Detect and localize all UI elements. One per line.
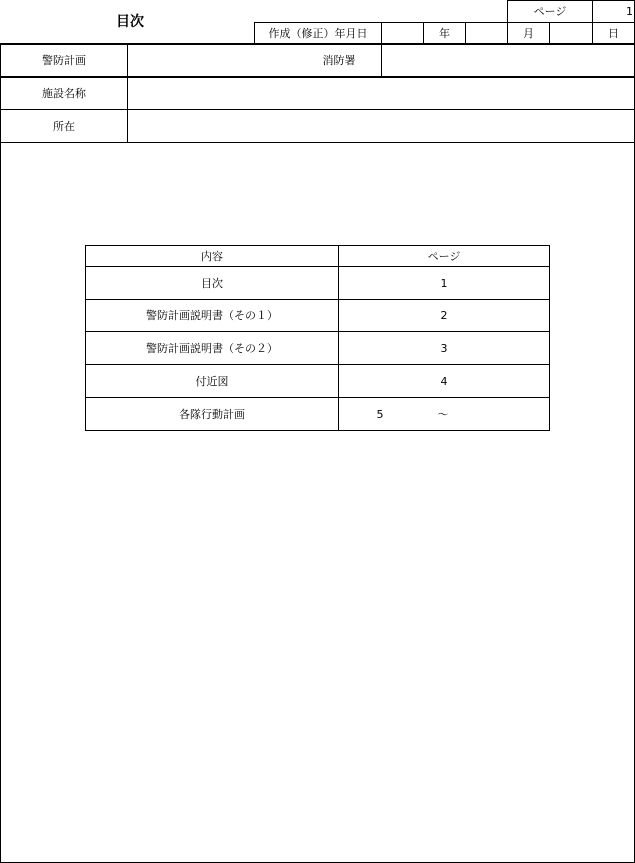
toc-header-content: 内容 <box>201 249 223 263</box>
day-value <box>550 23 592 43</box>
toc-page: 3 <box>440 341 448 355</box>
page-number: 1 <box>626 4 633 18</box>
facility-value <box>128 78 634 109</box>
date-label: 作成（修正）年月日 <box>268 26 368 40</box>
toc-content: 警防計画説明書（その１） <box>146 309 278 322</box>
station-label: 消防署 <box>322 54 356 67</box>
month-value <box>466 23 507 43</box>
toc-header-page: ページ <box>427 249 461 263</box>
toc-page: 5 <box>376 407 384 421</box>
page-label: ページ <box>533 4 567 18</box>
year-label: 年 <box>439 26 450 40</box>
toc-page: 4 <box>440 374 448 388</box>
toc-page-range-tilde: ～ <box>437 407 449 421</box>
toc-content: 各隊行動計画 <box>179 407 245 421</box>
page-box-top <box>507 0 635 1</box>
toc-content: 付近図 <box>195 374 229 388</box>
plan-label: 警防計画 <box>42 54 86 67</box>
day-label: 日 <box>608 26 619 40</box>
toc-table <box>85 245 550 431</box>
year-value <box>382 23 423 43</box>
toc-content: 警防計画説明書（その２） <box>146 341 278 355</box>
toc-content: 目次 <box>201 276 223 290</box>
station-value <box>382 45 634 76</box>
facility-label: 施設名称 <box>42 87 86 100</box>
page-title: 目次 <box>116 14 144 30</box>
month-label: 月 <box>523 26 534 40</box>
plan-value <box>128 45 308 76</box>
location-value <box>128 110 634 142</box>
page-border-left <box>0 43 1 863</box>
toc-page: 2 <box>440 309 448 322</box>
toc-page: 1 <box>440 276 448 290</box>
location-label: 所在 <box>53 119 75 133</box>
